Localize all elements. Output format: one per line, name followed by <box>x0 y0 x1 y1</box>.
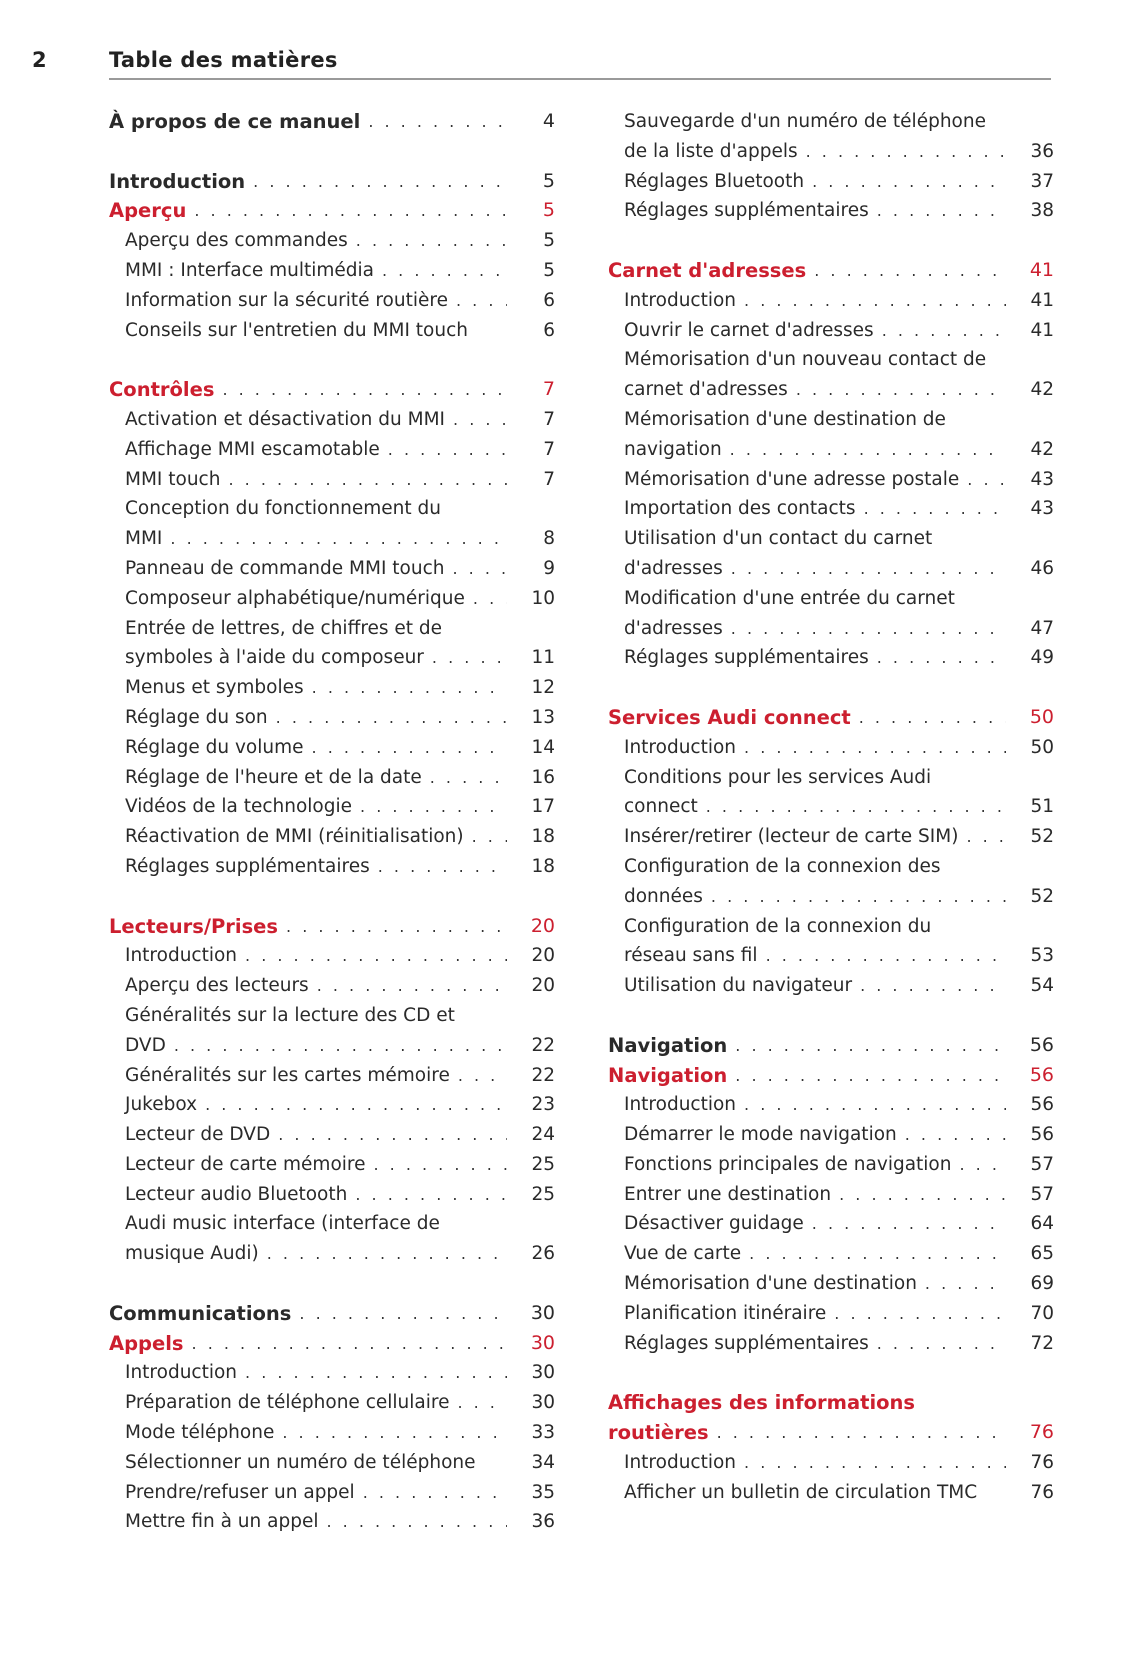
toc-item[interactable]: Réactivation de MMI (réinitialisation) . . . 18 <box>109 822 555 852</box>
toc-item[interactable]: Information sur la sécurité routière . . . 6 <box>109 286 555 316</box>
toc-item[interactable]: Utilisation du navigateur . . . 54 <box>608 971 1054 1001</box>
toc-item[interactable]: Composeur alphabétique/numérique . . . 10 <box>109 584 555 614</box>
toc-item[interactable]: Afficher un bulletin de circulation TMC 76 <box>624 1481 1054 1503</box>
toc-item[interactable]: Vidéos de la technologie . . . 17 <box>109 792 555 822</box>
toc-item[interactable]: d'adresses . . . 46 <box>608 554 1054 584</box>
toc-item[interactable]: Démarrer le mode navigation . . . 56 <box>608 1120 1054 1150</box>
toc-item[interactable]: Préparation de téléphone cellulaire . . . 30 <box>109 1388 555 1418</box>
toc-item[interactable]: Planification itinéraire . . . 70 <box>608 1299 1054 1329</box>
toc-item[interactable]: Affichage MMI escamotable . . . 7 <box>109 435 555 465</box>
toc-item[interactable]: Lecteur de DVD . . . 24 <box>109 1120 555 1150</box>
toc-section-controles[interactable]: Contrôles . . . 7 <box>109 375 555 405</box>
toc-item[interactable]: Insérer/retirer (lecteur de carte SIM) . . . 52 <box>608 822 1054 852</box>
toc-column-left <box>109 107 555 1537</box>
toc-item[interactable]: de la liste d'appels . . . 36 <box>608 137 1054 167</box>
toc-item[interactable]: Mémorisation d'une adresse postale . . . 43 <box>608 465 1054 495</box>
toc-item-wrap: Audi music interface (interface de <box>125 1213 440 1235</box>
toc-item[interactable]: Sélectionner un numéro de téléphone 34 <box>125 1451 555 1473</box>
toc-item[interactable]: Conseils sur l'entretien du MMI touch 6 <box>125 319 555 341</box>
toc-item[interactable]: Réglages Bluetooth . . . 37 <box>608 167 1054 197</box>
toc-section-appels[interactable]: Appels . . . 30 <box>109 1329 555 1359</box>
toc-item[interactable]: Prendre/refuser un appel . . . 35 <box>109 1478 555 1508</box>
toc-item[interactable]: Introduction . . . 20 <box>109 941 555 971</box>
toc-item[interactable]: Mettre fin à un appel . . . 36 <box>109 1507 555 1537</box>
toc-item[interactable]: Réglages supplémentaires . . . 49 <box>608 643 1054 673</box>
toc-item[interactable]: Fonctions principales de navigation . . . 57 <box>608 1150 1054 1180</box>
toc-item[interactable]: Mémorisation d'une destination . . . 69 <box>608 1269 1054 1299</box>
toc-column-right <box>608 107 1054 1507</box>
toc-section-navigation[interactable]: Navigation . . . 56 <box>608 1061 1054 1091</box>
toc-item-wrap: Configuration de la connexion des <box>624 855 941 877</box>
toc-section-carnet[interactable]: Carnet d'adresses . . . 41 <box>608 256 1054 286</box>
page-number: 2 <box>32 48 47 72</box>
toc-item[interactable]: Panneau de commande MMI touch . . . 9 <box>109 554 555 584</box>
toc-item[interactable]: carnet d'adresses . . . 42 <box>608 375 1054 405</box>
toc-chapter-navigation[interactable]: Navigation . . . 56 <box>608 1031 1054 1061</box>
toc-item[interactable]: Introduction . . . 41 <box>608 286 1054 316</box>
toc-item[interactable]: musique Audi) . . . 26 <box>109 1239 555 1269</box>
toc-item-wrap: Entrée de lettres, de chiffres et de <box>125 617 443 639</box>
toc-item[interactable]: Réglage du volume . . . 14 <box>109 733 555 763</box>
toc-item[interactable]: DVD . . . 22 <box>109 1031 555 1061</box>
toc-section-services[interactable]: Services Audi connect . . . 50 <box>608 703 1054 733</box>
toc-chapter-communications[interactable]: Communications . . . 30 <box>109 1299 555 1329</box>
toc-item[interactable]: Activation et désactivation du MMI . . . 7 <box>109 405 555 435</box>
toc-item[interactable]: Réglages supplémentaires . . . 18 <box>109 852 555 882</box>
toc-item[interactable]: MMI . . . 8 <box>109 524 555 554</box>
toc-section-affichages-line1[interactable]: Affichages des informations <box>608 1391 916 1415</box>
toc-item-wrap: Modification d'une entrée du carnet <box>624 587 955 609</box>
toc-item[interactable]: Vue de carte . . . 65 <box>608 1239 1054 1269</box>
toc-item[interactable]: d'adresses . . . 47 <box>608 614 1054 644</box>
toc-item[interactable]: Importation des contacts . . . 43 <box>608 494 1054 524</box>
toc-item[interactable]: Aperçu des lecteurs . . . 20 <box>109 971 555 1001</box>
toc-section-apercu[interactable]: Aperçu . . . 5 <box>109 196 555 226</box>
toc-item[interactable]: données . . . 52 <box>608 882 1054 912</box>
toc-item[interactable]: Introduction . . . 56 <box>608 1090 1054 1120</box>
toc-item[interactable]: Lecteur de carte mémoire . . . 25 <box>109 1150 555 1180</box>
toc-item[interactable]: Réglages supplémentaires . . . 38 <box>608 196 1054 226</box>
toc-item[interactable]: Réglage de l'heure et de la date . . . 16 <box>109 763 555 793</box>
toc-item[interactable]: Réglages supplémentaires . . . 72 <box>608 1329 1054 1359</box>
toc-item-wrap: Sauvegarde d'un numéro de téléphone <box>624 111 986 132</box>
toc-item[interactable]: Entrer une destination . . . 57 <box>608 1180 1054 1210</box>
toc-chapter-about[interactable]: À propos de ce manuel . . . 4 <box>109 107 555 137</box>
toc-item[interactable]: symboles à l'aide du composeur . . . 11 <box>109 643 555 673</box>
toc-item[interactable]: Réglage du son . . . 13 <box>109 703 555 733</box>
toc-item-wrap: Mémorisation d'une destination de <box>624 408 946 430</box>
toc-item-wrap: Configuration de la connexion du <box>624 915 932 937</box>
toc-item[interactable]: réseau sans fil . . . 53 <box>608 941 1054 971</box>
toc-item-wrap: Utilisation d'un contact du carnet <box>624 528 933 550</box>
toc-item[interactable]: Désactiver guidage . . . 64 <box>608 1209 1054 1239</box>
toc-item-wrap: Conception du fonctionnement du <box>125 498 441 520</box>
toc-item[interactable]: Jukebox . . . 23 <box>109 1090 555 1120</box>
page-header <box>28 46 1068 80</box>
toc-item[interactable]: MMI : Interface multimédia . . . 5 <box>109 256 555 286</box>
toc-item[interactable]: Ouvrir le carnet d'adresses . . . 41 <box>608 316 1054 346</box>
toc-section-lecteurs[interactable]: Lecteurs/Prises . . . 20 <box>109 912 555 942</box>
toc-section-affichages[interactable]: routières . . . 76 <box>608 1418 1054 1448</box>
toc-item[interactable]: navigation . . . 42 <box>608 435 1054 465</box>
toc-item[interactable]: Généralités sur les cartes mémoire . . . 22 <box>109 1061 555 1091</box>
toc-item[interactable]: Menus et symboles . . . 12 <box>109 673 555 703</box>
toc-item[interactable]: Lecteur audio Bluetooth . . . 25 <box>109 1180 555 1210</box>
toc-item[interactable]: Introduction . . . 50 <box>608 733 1054 763</box>
toc-item[interactable]: MMI touch . . . 7 <box>109 465 555 495</box>
toc-item[interactable]: Aperçu des commandes . . . 5 <box>109 226 555 256</box>
toc-item-wrap: Conditions pour les services Audi <box>624 766 932 788</box>
page-title: Table des matières <box>109 48 338 72</box>
header-divider <box>109 78 1051 80</box>
toc-item[interactable]: Introduction . . . 76 <box>608 1448 1054 1478</box>
toc-item[interactable]: Introduction . . . 30 <box>109 1358 555 1388</box>
toc-item-wrap: Généralités sur la lecture des CD et <box>125 1004 455 1026</box>
toc-chapter-introduction[interactable]: Introduction . . . 5 <box>109 167 555 197</box>
toc-item-wrap: Mémorisation d'un nouveau contact de <box>624 349 987 371</box>
toc-item[interactable]: connect . . . 51 <box>608 792 1054 822</box>
toc-item[interactable]: Mode téléphone . . . 33 <box>109 1418 555 1448</box>
